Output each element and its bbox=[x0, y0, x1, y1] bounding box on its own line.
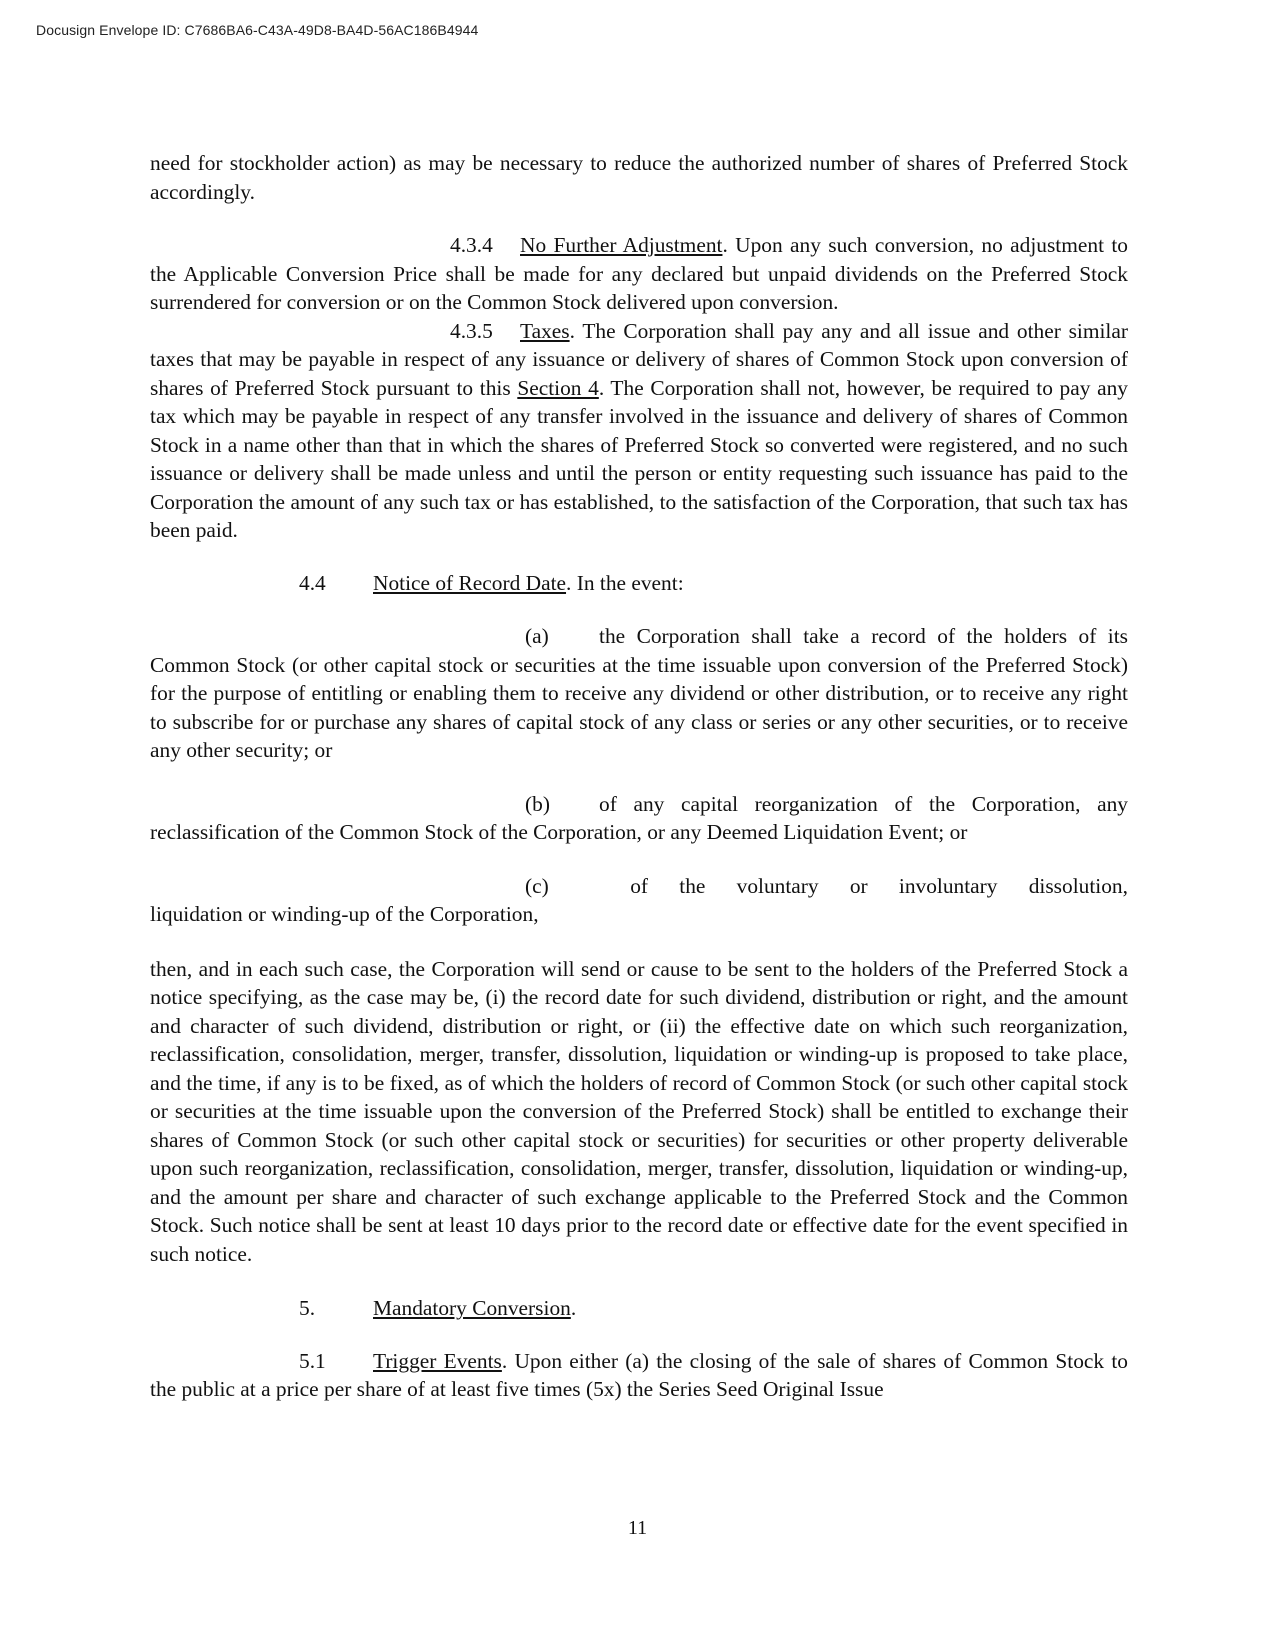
section-text: . Upon any such conversion, no adjustment to the Applicable Conversion Price shall be made for any declared but unpaid dividends on the Preferred Stock surrendered for conversion or on the Common Stock delivered upon conversion. bbox=[150, 233, 1129, 314]
section-number: 4.3.5 bbox=[450, 318, 493, 343]
section-number: 5. bbox=[299, 1296, 316, 1320]
section-text: . In the event: bbox=[566, 570, 684, 595]
section-text: . bbox=[570, 1296, 577, 1320]
section-title: Trigger Events bbox=[373, 1348, 502, 1373]
list-text: the Corporation shall take a record of the holders of its Common Stock (or other capital stock or securities at the time issuable upon conversion of the Preferred Stock) for the purpose of entitling or enabling them to receive any dividend or other distribution, or to receive any right to subscribe for or purchase any shares of capital stock of any class or series or any other securities, or to receive any other security; or bbox=[150, 624, 1128, 762]
paragraph-then: then, and in each such case, the Corporation will send or cause to be sent to the holders of the Preferred Stock a notice specifying, as the case may be, (i) the record date for such dividend, distribution or right, and the amount and character of such dividend, distribution or right, or (ii) the effective date on which such reorganization, reclassification, consolidation, merger, transfer, dissolution, liquidation or winding-up is proposed to take place, and the time, if any is to be fixed, as of which the holders of record of Common Stock (or such other capital stock or securities at the time issuable upon the conversion of the Preferred Stock) shall be entitled to exchange their shares of Common Stock (or such other capital stock or securities) for securities or other property deliverable upon such reorganization, reclassification, consolidation, merger, transfer, dissolution, liquidation or winding-up, and the amount per share and character of such exchange applicable to the Preferred Stock and the Common Stock. Such notice shall be sent at least 10 days prior to the record date or effective date for the event specified in such notice. bbox=[150, 956, 1128, 1266]
section-4-4 bbox=[150, 569, 1128, 598]
section-title: Mandatory Conversion bbox=[373, 1296, 571, 1320]
section-number: 4.4 bbox=[299, 570, 326, 595]
section-4-3-4 bbox=[150, 231, 1128, 317]
list-item-a bbox=[150, 622, 1128, 765]
page-number: 11 bbox=[627, 1517, 648, 1539]
word: the bbox=[679, 873, 706, 898]
word: of bbox=[630, 873, 649, 898]
section-title: No Further Adjustment bbox=[520, 233, 723, 257]
word: voluntary bbox=[736, 873, 819, 898]
section-4-3-5 bbox=[150, 317, 1128, 545]
list-marker: (b) bbox=[525, 791, 550, 816]
section-text: . Upon either (a) the closing of the sale of shares of Common Stock to the public at a price per share of at least five times (5x) the Series Seed Original Issue bbox=[150, 1348, 1128, 1401]
list-item-c bbox=[150, 872, 1128, 929]
section-number: 4.3.4 bbox=[450, 233, 493, 257]
section-text: . The Corporation shall pay any and all issue and other similar taxes that may be payable in respect of any issuance or delivery of shares of Common Stock upon conversion of shares of Preferred Stock pursuant to this bbox=[150, 318, 1128, 400]
paragraph-continuation: need for stockholder action) as may be necessary to reduce the authorized number of shares of Preferred Stock accordingly. bbox=[150, 151, 1128, 204]
list-item-c-first-line bbox=[150, 872, 1128, 901]
word: dissolution, bbox=[1028, 873, 1128, 898]
list-marker: (a) bbox=[525, 624, 549, 648]
document-body bbox=[150, 149, 1128, 1404]
section-title: Taxes bbox=[520, 318, 570, 343]
section-number: 5.1 bbox=[299, 1348, 326, 1373]
word: or bbox=[849, 873, 868, 898]
docusign-envelope-id: Docusign Envelope ID: C7686BA6-C43A-49D8-BA4D-56AC186B4944 bbox=[36, 22, 479, 38]
section-4-reference: Section 4 bbox=[517, 375, 599, 400]
word: involuntary bbox=[898, 873, 998, 898]
list-text: of any capital reorganization of the Corporation, any reclassification of the Common Stock of the Corporation, or any Deemed Liquidation Event; or bbox=[150, 791, 1128, 844]
list-item-b bbox=[150, 790, 1128, 847]
section-text-continued: . The Corporation shall not, however, be required to pay any tax which may be payable in respect of any transfer involved in the issuance and delivery of shares of Common Stock in a name other than that in which the shares of Preferred Stock so converted were registered, and no such issuance or delivery shall be made unless and until the person or entity requesting such issuance has paid to the Corporation the amount of any such tax or has established, to the satisfaction of the Corporation, that such tax has been paid. bbox=[150, 375, 1128, 542]
section-5-1 bbox=[150, 1347, 1128, 1404]
section-title: Notice of Record Date bbox=[373, 570, 567, 595]
section-5 bbox=[150, 1294, 1128, 1323]
list-marker: (c) bbox=[525, 873, 549, 898]
list-text-continued: liquidation or winding-up of the Corporation, bbox=[150, 902, 539, 926]
